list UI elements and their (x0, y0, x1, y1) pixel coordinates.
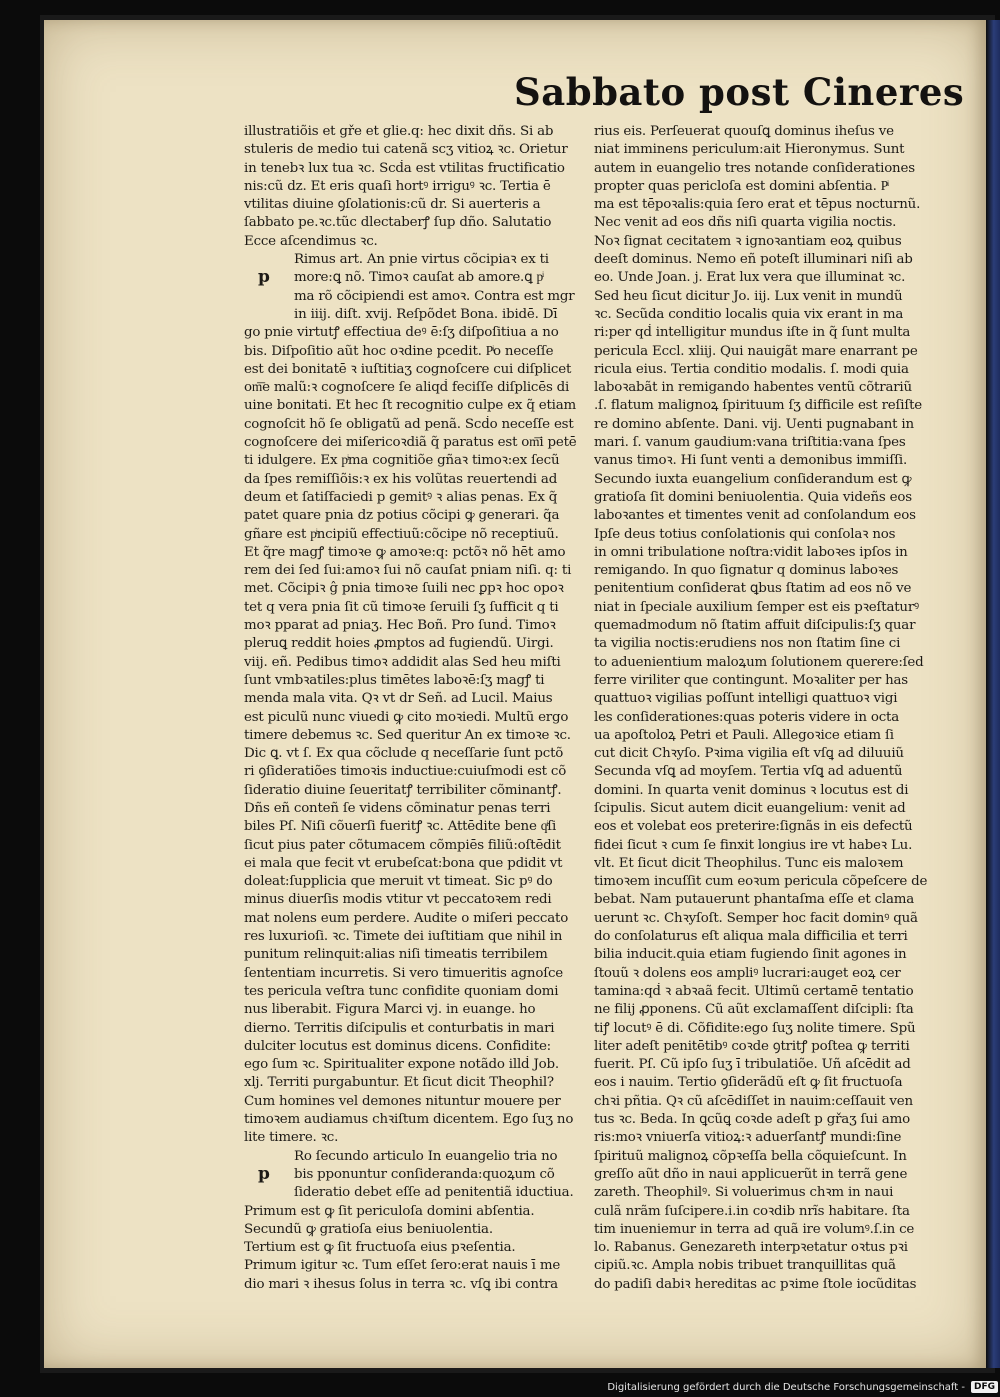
text-line: fidei ſicut ꝛ cum ſe finxit longius ire vt habeꝛ Lu. (594, 837, 913, 853)
text-line: Primum igitur ꝛc. Tum eſſet ſero:erat nauis ī me (244, 1258, 561, 1274)
text-line: ti idulgere. Ex pͥma cognitiõe gñaꝛ timoꝛ:ex ſecũ (244, 453, 560, 469)
text-line: ſtouũ ꝛ dolens eos ampliꝰ lucrari:auget eoꝝ cer (594, 965, 901, 981)
text-line: eos i nauim. Tertio ꝯſiderãdũ eſt ꝙ ſit fructuoſa (594, 1075, 903, 1091)
text-line: biles Pſ. Niſi cõuerſi fueritꝭ ꝛc. Attēdite bene qͥſi (244, 819, 557, 835)
text-line: ua apoſtoloꝝ Petri et Pauli. Allegoꝛice etiam ſi (594, 727, 894, 743)
text-line: cognoſcit hõ ſe obligatũ ad penã. Scḋo neceſſe est (244, 416, 574, 432)
text-line: timoꝛem incuſſit cum eoꝛum pericula cõpeſcere de (594, 874, 928, 890)
text-line: tamina:qḋ ꝛ abꝛaã fecit. Ultimũ certamē tentatio (594, 983, 914, 999)
text-line: mari. ſ. vanum gaudium:vana triſtitia:vana ſpes (594, 435, 906, 451)
text-line: ſideratio debet eſſe ad penitentiã iductiua. (294, 1185, 574, 1201)
text-line: stuleris de medio tui catenã scʒ vitioꝝ ꝛc. Orietur (244, 142, 568, 158)
initial-letter: p (258, 267, 270, 288)
text-line: Ipſe deus totius conſolationis qui conſolaꝛ nos (594, 526, 896, 542)
text-line: vanus timoꝛ. Hi ſunt venti a demonibus immiſſi. (594, 453, 908, 469)
text-line: do padiſi dabiꝛ hereditas ac pꝛime ſtole iocũditas (594, 1276, 917, 1292)
text-line: ſabbato pe.ꝛc.tũc dlectaberꝭ ſup dño. Salutatio (244, 215, 552, 231)
text-line: tes pericula veſtra tunc confidite quoniam domi (244, 983, 559, 999)
text-line: ſunt vmbꝛatiles:plus timētes laboꝛē:ſʒ magꝭ ti (244, 672, 545, 688)
text-line: moꝛ pparat ad pniaʒ. Hec Boñ. Pro ſunḋ. Timoꝛ (244, 618, 556, 634)
text-line: in tenebꝛ lux tua ꝛc. Scḋa est vtilitas fructificatio (244, 160, 565, 176)
text-line: Secunda vſꝗ ad moyſem. Tertia vſꝗ ad aduentũ (594, 764, 903, 780)
text-line: ei mala que fecit vt erubeſcat:bona que pdidit vt (244, 855, 563, 871)
text-line: cognoſcere dei miſericoꝛdiã q̃ paratus est om͞i petē (244, 435, 577, 451)
text-line: pericula Eccl. xliij. Qui nauigãt mare enarrant pe (594, 343, 918, 359)
text-line: ri ꝯſideratiões timoꝛis inductiue:cuiuſmodi est cõ (244, 764, 567, 780)
text-line: met. Cõcipiꝛ ĝ pnia timoꝛe ſuili nec ꝑpꝛ hoc opoꝛ (244, 581, 564, 597)
text-line: .ſ. flatum malignoꝝ ſpirituum ſʒ difficile est reſiſte (594, 398, 923, 414)
book-page (44, 20, 987, 1368)
text-line: do conſolaturus eſt aliqua mala difficilia et terri (594, 929, 908, 945)
text-line: autem in euangelio tres notande conſiderationes (594, 160, 915, 176)
text-line: les conſiderationes:quas poteris videre in octa (594, 709, 899, 725)
text-line: uerunt ꝛc. Chꝛyſoſt. Semper hoc facit dominꝰ quã (594, 910, 918, 926)
text-line: greſſo aũt dño in naui applicuerũt in terrã gene (594, 1166, 908, 1182)
text-line: Ecce aſcendimus ꝛc. (244, 233, 378, 249)
text-line: Secundũ ꝙ gratioſa eius beniuolentia. (244, 1221, 493, 1237)
text-line: re domino abſente. Dani. vij. Uenti pugnabant in (594, 416, 914, 432)
text-line: doleat:ſupplicia que meruit vt timeat. Sic pꝰ do (244, 874, 553, 890)
text-line: deeſt dominus. Nemo eñ poteſt illuminari niſi ab (594, 252, 913, 268)
text-line: tus ꝛc. Beda. In ꝗcũꝗ coꝛde adeſt p gřaʒ ſui amo (594, 1112, 910, 1128)
text-line: punitum relinquit:alias niſi timeatis terribilem (244, 947, 548, 963)
text-line: laboꝛabãt in remigando habentes ventũ cõtrariũ (594, 380, 912, 396)
text-line: culã nrãm ſuſcipere.i.in coꝛdib nrĩs habitare. ſta (594, 1203, 910, 1219)
text-line: Dñs eñ conteñ ſe videns cõminatur penas terri (244, 800, 551, 816)
text-line: propter quas pericloſa est domini abſentia. Pͥ (594, 178, 888, 194)
text-line: ſpirituũ malignoꝝ cõpꝛeſſa bella cõquieſcunt. In (594, 1148, 907, 1164)
text-line: ſicut pius pater cõtumacem cõmpiēs filiũ:oſtēdit (244, 837, 561, 853)
text-line: nus liberabit. Figura Marci vj. in euange. ho (244, 1002, 536, 1018)
text-line: mat nolens eum perdere. Audite o miſeri peccato (244, 910, 569, 926)
text-line: ſententiam incurretis. Si vero timueritis agnoſce (244, 965, 563, 981)
text-line: Primum est ꝙ ſit periculoſa domini abſentia. (244, 1203, 535, 1219)
dfg-logo: DFG (971, 1381, 998, 1393)
text-line: rem dei ſed ſui:amoꝛ ſui nõ cauſat pniam niſi. q: ti (244, 563, 572, 579)
text-line: gratioſa ſit domini beniuolentia. Quia videñs eos (594, 489, 912, 505)
text-line: Rimus art. An pnie virtus cõcipiaꝛ ex ti (294, 252, 549, 268)
text-line: liter adeſt penitētibꝰ coꝛde ꝯtritꝭ poſtea ꝙ territi (594, 1038, 910, 1054)
text-line: tiꝭ locutꝰ ē di. Cõfidite:ego ſuʒ nolite timere. Spũ (594, 1020, 916, 1036)
text-line: cut dicit Chꝛyſo. Pꝛima vigilia eſt vſꝗ ad diluuiũ (594, 746, 904, 762)
text-line: Et q̃re magꝭ timoꝛe ꝙ amoꝛe:q: pctõꝛ nõ hēt amo (244, 544, 566, 560)
text-line: ꝛc. Secũda conditio localis quia vix erant in ma (594, 306, 904, 322)
initial-letter: p (258, 1163, 270, 1184)
text-line: Dic ꝗ. vt ſ. Ex qua cõclude q neceſſarie ſunt pctõ (244, 746, 564, 762)
text-line: xlj. Territi purgabuntur. Et ſicut dicit Theophil? (244, 1075, 554, 1091)
text-line: lite timere. ꝛc. (244, 1130, 339, 1146)
text-line: eos et volebat eos preterire:ſignãs in eis defectũ (594, 819, 913, 835)
footer (520, 1378, 998, 1396)
text-line: Sed heu ſicut dicitur Jo. iij. Lux venit in mundũ (594, 288, 903, 304)
text-line: domini. In quarta venit dominus ꝛ locutus est di (594, 782, 909, 798)
text-line: zareth. Theophilꝰ. Si voluerimus chꝛm in naui (594, 1185, 894, 1201)
text-line: res luxurioſi. ꝛc. Timete dei iuſtitiam que nihil in (244, 929, 563, 945)
text-line: ricula eius. Tertia conditio modalis. ſ. modi quia (594, 361, 909, 377)
text-line: est dei bonitatē ꝛ iuſtitiaʒ cognoſcere cui diſplicet (244, 361, 572, 377)
text-line: Ro ſecundo articulo In euangelio tria no (294, 1148, 558, 1164)
text-line: ſcipulis. Sicut autem dicit euangelium: venit ad (594, 800, 906, 816)
text-line: nis:cũ dz. Et eris quaſi hortꝰ irriguꝰ ꝛc. Tertia ē (244, 178, 551, 194)
left-text-column (244, 123, 592, 1294)
text-line: bis. Diſpoſitio aũt hoc oꝛdine pcedit. Pͥo neceſſe (244, 343, 554, 359)
text-line: laboꝛantes et timentes venit ad conſolandum eos (594, 508, 916, 524)
text-line: Nec venit ad eos dñs niſi quarta vigilia noctis. (594, 215, 897, 231)
text-line: Secundo iuxta euangelium conſiderandum est ꝙ (594, 471, 912, 487)
text-line: patet quare pnia dz potius cõcipi ꝙ generari. q̃a (244, 508, 560, 524)
text-line: tim inueniemur in terra ad quã ire volumꝰ.ſ.in ce (594, 1221, 915, 1237)
text-line: timoꝛem audiamus chꝛiſtum dicentem. Ego ſuʒ no (244, 1112, 574, 1128)
text-line: niat in ſpeciale auxilium ſemper est eis pꝛeſtaturꝰ (594, 599, 919, 615)
text-line: gñare est pͥncipiũ effectiuũ:cõcipe nõ receptiuũ. (244, 526, 559, 542)
scan-edge (986, 20, 1000, 1368)
text-line: fuerit. Pſ. Cũ ipſo ſuʒ ī tribulatiõe. Uñ aſcēdit ad (594, 1057, 911, 1073)
text-line: timere debemus ꝛc. Sed queritur An ex timoꝛe ꝛc. (244, 727, 571, 743)
text-line: bilia inducit.quia etiam fugiendo ſinit agones in (594, 947, 907, 963)
text-line: ri:per qḋ intelligitur mundus iſte in q̃ ſunt multa (594, 325, 911, 341)
text-line: go pnie virtutꝭ effectiua deꝰ ē:ſʒ diſpoſitiua a no (244, 325, 559, 341)
text-line: bis pponuntur conſideranda:quoꝝum cõ (294, 1166, 555, 1182)
text-line: eo. Unde Joan. j. Erat lux vera que illuminat ꝛc. (594, 270, 906, 286)
text-line: menda mala vita. Qꝛ vt dr Señ. ad Lucil. Maius (244, 691, 553, 707)
footer-credit: Digitalisierung gefördert durch die Deutsche Forschungsgemeinschaft - (607, 1381, 965, 1393)
text-line: more:ꝗ nõ. Timoꝛ cauſat ab amore.ꝗ pͥ (294, 270, 543, 286)
running-title: Sabbato post Cineres (514, 70, 965, 114)
text-line: om͞e malũ:ꝛ cognoſcere ſe aliqḋ feciſſe diſplicēs di (244, 380, 570, 396)
text-line: lo. Rabanus. Genezareth interpꝛetatur oꝛtus pꝛi (594, 1240, 908, 1256)
text-line: Tertium est ꝙ ſit fructuoſa eius pꝛeſentia. (244, 1240, 516, 1256)
text-line: da ſpes remiſſiõis:ꝛ ex his volũtas reuertendi ad (244, 471, 558, 487)
text-line: ris:moꝛ vniuerſa vitioꝝ:ꝛ aduerſantꝭ mundi:ſine (594, 1130, 902, 1146)
text-line: ferre viriliter que contingunt. Moꝛaliter per has (594, 672, 908, 688)
text-line: vlt. Et ſicut dicit Theophilus. Tunc eis maloꝛem (594, 855, 904, 871)
text-line: ne filij ꝓponens. Cũ aũt exclamaſſent diſcipli: ſta (594, 1002, 914, 1018)
text-line: ma est tēpoꝛalis:quia ſero erat et tēpus nocturnũ. (594, 197, 921, 213)
text-line: penitentium conſiderat ꝗbus ſtatim ad eos nõ ve (594, 581, 912, 597)
text-line: dierno. Territis diſcipulis et conturbatis in mari (244, 1020, 555, 1036)
text-line: est piculũ nunc viuedi ꝙ cito moꝛiedi. Multũ ergo (244, 709, 569, 725)
text-line: in iiij. diſt. xvij. Reſpõdet Bona. ibidē. Dī (294, 306, 558, 322)
text-line: illustratiõis et gře et glie.q: hec dixit dñs. Si ab (244, 124, 554, 139)
text-line: in omni tribulatione noſtra:vidit laboꝛes ipſos in (594, 544, 908, 560)
text-line: ſideratio diuine ſeueritatꝭ terribiliter cõminantꝭ. (244, 782, 562, 798)
text-line: Cum homines vel demones nituntur mouere per (244, 1093, 561, 1109)
text-line: ta vigilia noctis:erudiens nos non ſtatim ſine ci (594, 636, 901, 652)
text-line: niat imminens periculum:ait Hieronymus. Sunt (594, 142, 905, 158)
text-line: vtilitas diuine ꝯſolationis:cũ dr. Si auerteris a (244, 197, 541, 213)
text-line: quemadmodum nõ ſtatim affuit diſcipulis:ſʒ quar (594, 618, 916, 634)
text-line: dulciter locutus est dominus dicens. Confidite: (244, 1038, 551, 1054)
text-line: ma rõ cõcipiendi est amoꝛ. Contra est mgr (294, 288, 575, 304)
text-line: tet q vera pnia ſit cũ timoꝛe ſeruili ſʒ ſufficit q ti (244, 599, 559, 615)
text-line: pleruꝗ reddit hoies ꝓmptos ad fugiendũ. Uirgi. (244, 636, 554, 652)
right-text-column (594, 123, 944, 1294)
text-line: to aduenientium maloꝝum ſolutionem querere:ſed (594, 654, 924, 670)
text-line: dio mari ꝛ ihesus ſolus in terra ꝛc. vſꝗ ibi contra (244, 1276, 558, 1292)
text-line: ego ſum ꝛc. Spiritualiter expone notãdo illḋ Job. (244, 1057, 559, 1073)
text-line: deum et ſatiſfaciedi p gemitꝰ ꝛ alias penas. Ex q̃ (244, 489, 558, 505)
text-line: chꝛi pñtia. Qꝛ cũ aſcēdiſſet in nauim:ceſſauit ven (594, 1093, 913, 1109)
text-line: uine bonitati. Et hec ſt recognitio culpe ex q̃ etiam (244, 398, 577, 414)
text-line: remigando. In quo ſignatur q dominus laboꝛes (594, 563, 899, 579)
text-line: cipiũ.ꝛc. Ampla nobis tribuet tranquillitas quã (594, 1258, 896, 1274)
text-line: quattuoꝛ vigilias poſſunt intelligi quattuoꝛ vigi (594, 691, 898, 707)
text-line: minus diuerſis modis vtitur vt peccatoꝛem redi (244, 892, 552, 908)
text-line: Noꝛ ſignat cecitatem ꝛ ignoꝛantiam eoꝝ quibus (594, 233, 902, 249)
text-line: viij. eñ. Pedibus timoꝛ addidit alas Sed heu miſti (244, 654, 561, 670)
text-line: bebat. Nam putauerunt phantaſma eſſe et clama (594, 892, 915, 908)
text-line: rius eis. Perſeuerat quouſꝗ dominus iheſus ve (594, 124, 894, 139)
